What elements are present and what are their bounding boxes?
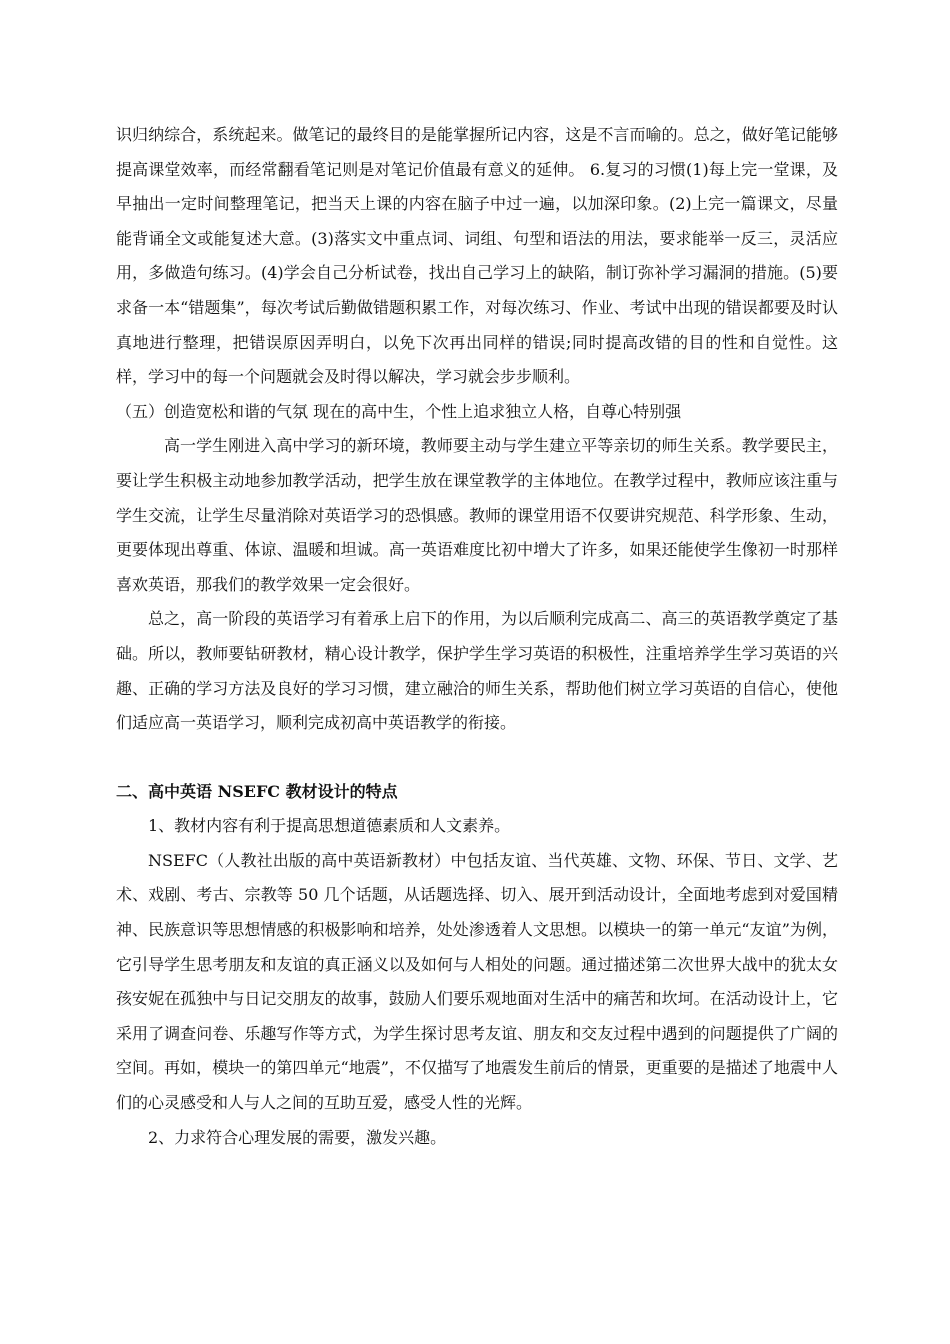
- paragraph-spacer: [116, 741, 838, 775]
- subheading-harmonious-atmosphere: （五）创造宽松和谐的气氛 现在的高中生，个性上追求独立人格，自尊心特别强: [116, 401, 682, 421]
- paragraph-study-habits: 识归纳综合，系统起来。做笔记的最终目的是能掌握所记内容，这是不言而喻的。总之，做好笔记能够提高课堂效率，而经常翻看笔记则是对笔记价值最有意义的延伸。 6.复习的习惯(1)每上完一堂课，及早抽出一定时间整理笔记，把当天上课的内容在脑子中过一遍，以加深印象。(2)上完一篇课文，尽量能背诵全文或能复述大意。(3)落实文中重点词、词组、句型和语法的用法，要求能举一反三，灵活应用，多做造句练习。(4)学会自己分析试卷，找出自己学习上的缺陷，制订弥补学习漏洞的措施。(5)要求备一本“错题集”，每次考试后勤做错题积累工作，对每次练习、作业、考试中出现的错误都要及时认真地进行整理，把错误原因弄明白，以免下次再出同样的错误;同时提高改错的目的性和自觉性。这样，学习中的每一个问题就会及时得以解决，学习就会步步顺利。: [116, 125, 838, 387]
- paragraph-teacher-student-relationship: 高一学生刚进入高中学习的新环境，教师要主动与学生建立平等亲切的师生关系。教学要民主，要让学生积极主动地参加教学活动，把学生放在课堂教学的主体地位。在教学过程中，教师应该注重与学生交流，让学生尽量消除对英语学习的恐惧感。教师的课堂用语不仅要讲究规范、科学形象、生动，更要体现出尊重、体谅、温暖和坦诚。高一英语难度比初中增大了许多，如果还能使学生像初一时那样喜欢英语，那我们的教学效果一定会很好。: [116, 436, 838, 594]
- document-body: [116, 118, 838, 1155]
- paragraph-summary: 总之，高一阶段的英语学习有着承上启下的作用，为以后顺利完成高二、高三的英语教学奠定了基础。所以，教师要钻研教材，精心设计教学，保护学生学习英语的积极性，注重培养学生学习英语的兴趣、正确的学习方法及良好的学习习惯，建立融洽的师生关系，帮助他们树立学习英语的自信心，使他们适应高一英语学习，顺利完成初高中英语教学的衔接。: [116, 609, 838, 733]
- paragraph-nsefc-content: NSEFC（人教社出版的高中英语新教材）中包括友谊、当代英雄、文物、环保、节日、文学、艺术、戏剧、考古、宗教等 50 几个话题，从话题选择、切入、展开到活动设计，全面地考虑到对爱国精神、民族意识等思想情感的积极影响和培养，处处渗透着人文思想。以模块一的第一单元“友谊”为例，它引导学生思考朋友和友谊的真正涵义以及如何与人相处的问题。通过描述第二次世界大战中的犹太女孩安妮在孤独中与日记交朋友的故事，鼓励人们要乐观地面对生活中的痛苦和坎坷。在活动设计上，它采用了调查问卷、乐趣写作等方式，为学生探讨思考友谊、朋友和交友过程中遇到的问题提供了广阔的空间。再如，模块一的第四单元“地震”，不仅描写了地震发生前后的情景，更重要的是描述了地震中人们的心灵感受和人与人之间的互助互爱，感受人性的光辉。: [116, 850, 838, 1113]
- point-one-heading: 1、教材内容有利于提高思想道德素质和人文素养。: [148, 816, 511, 836]
- point-two-heading: 2、力求符合心理发展的需要，激发兴趣。: [148, 1127, 447, 1147]
- section-heading-nsefc: 二、高中英语 NSEFC 教材设计的特点: [116, 781, 398, 801]
